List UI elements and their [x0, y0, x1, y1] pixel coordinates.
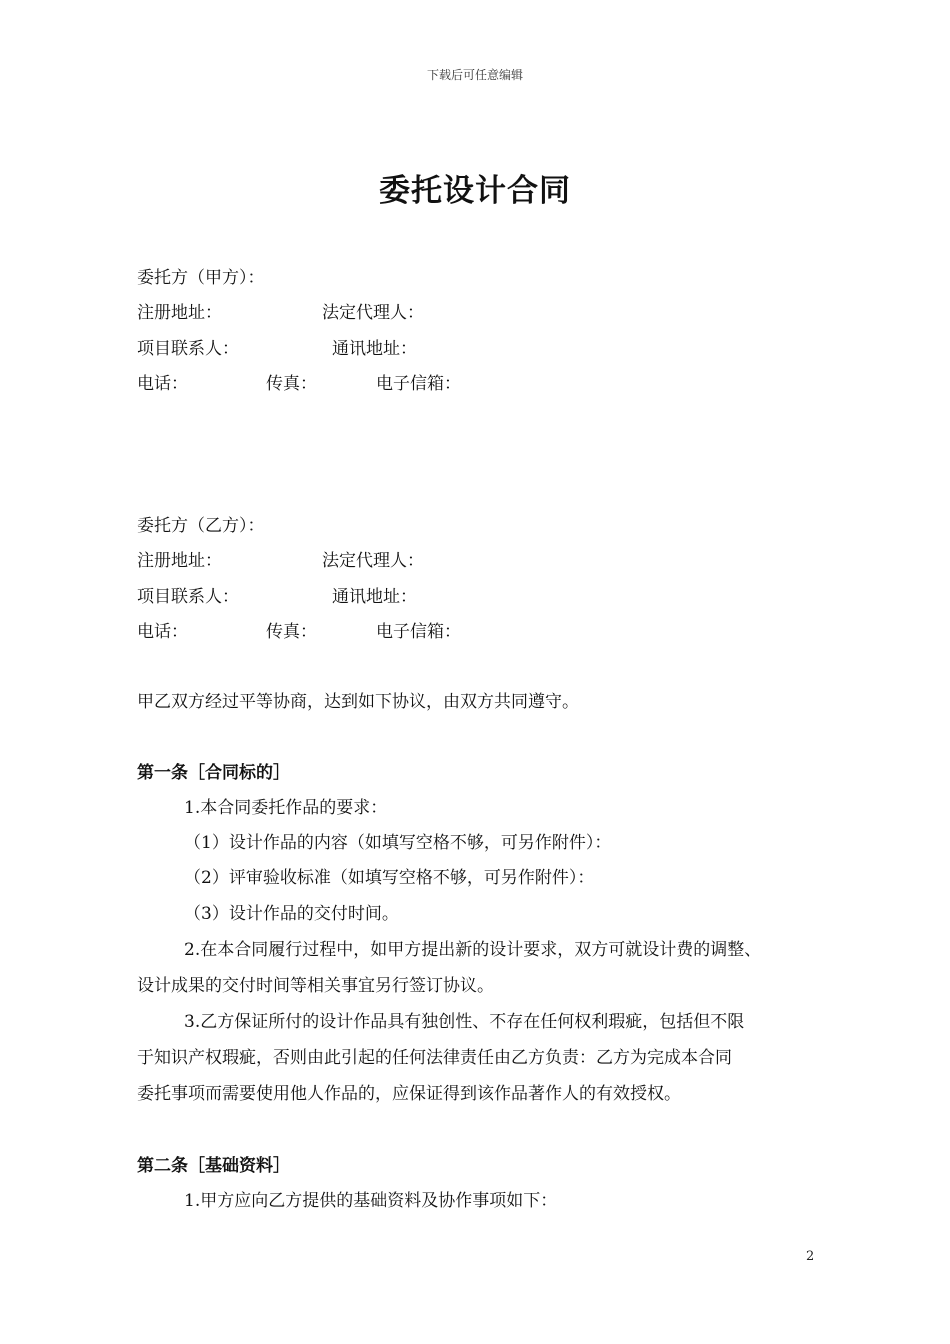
party-a-legal-rep: 法定代理人： [322, 303, 424, 323]
article-1-p2-line1: 2.在本合同履行过程中，如甲方提出新的设计要求，双方可就设计费的调整、 [184, 940, 762, 960]
party-a-contact: 项目联系人： [137, 339, 239, 359]
intro-paragraph: 甲乙双方经过平等协商，达到如下协议，由双方共同遵守。 [137, 692, 579, 712]
article-1-p1-item3: （3）设计作品的交付时间。 [184, 904, 399, 924]
party-b-reg-address: 注册地址： [137, 551, 222, 571]
article-1-p1-item1: （1）设计作品的内容（如填写空格不够，可另作附件）： [184, 833, 612, 853]
article-1-p3-line3: 委托事项而需要使用他人作品的，应保证得到该作品著作人的有效授权。 [137, 1084, 681, 1104]
article-2-heading: 第二条［基础资料］ [137, 1156, 290, 1176]
party-b-phone: 电话： [137, 622, 188, 642]
party-b-legal-rep: 法定代理人： [322, 551, 424, 571]
article-1-p3-line1: 3.乙方保证所付的设计作品具有独创性、不存在任何权利瑕疵，包括但不限 [184, 1012, 745, 1032]
article-1-heading: 第一条［合同标的］ [137, 763, 290, 783]
party-a-mail-address: 通讯地址： [332, 339, 417, 359]
article-1-p1-item2: （2）评审验收标准（如填写空格不够，可另作附件）： [184, 868, 595, 888]
article-2-p1: 1.甲方应向乙方提供的基础资料及协作事项如下： [184, 1191, 558, 1211]
article-1-p1: 1.本合同委托作品的要求： [184, 798, 388, 818]
document-title: 委托设计合同 [379, 173, 571, 209]
party-b-mail-address: 通讯地址： [332, 587, 417, 607]
party-b-fax: 传真： [266, 622, 317, 642]
party-a-reg-address: 注册地址： [137, 303, 222, 323]
party-a-phone: 电话： [137, 374, 188, 394]
party-b-contact: 项目联系人： [137, 587, 239, 607]
page-number: 2 [806, 1249, 815, 1264]
page-header: 下载后可任意编辑 [426, 68, 523, 82]
article-1-p2-line2: 设计成果的交付时间等相关事宜另行签订协议。 [137, 976, 494, 996]
party-a-label: 委托方（甲方）： [137, 268, 265, 288]
party-a-email: 电子信箱： [376, 374, 461, 394]
party-b-label: 委托方（乙方）： [137, 516, 265, 536]
party-b-email: 电子信箱： [376, 622, 461, 642]
party-a-fax: 传真： [266, 374, 317, 394]
article-1-p3-line2: 于知识产权瑕疵，否则由此引起的任何法律责任由乙方负责：乙方为完成本合同 [137, 1048, 732, 1068]
